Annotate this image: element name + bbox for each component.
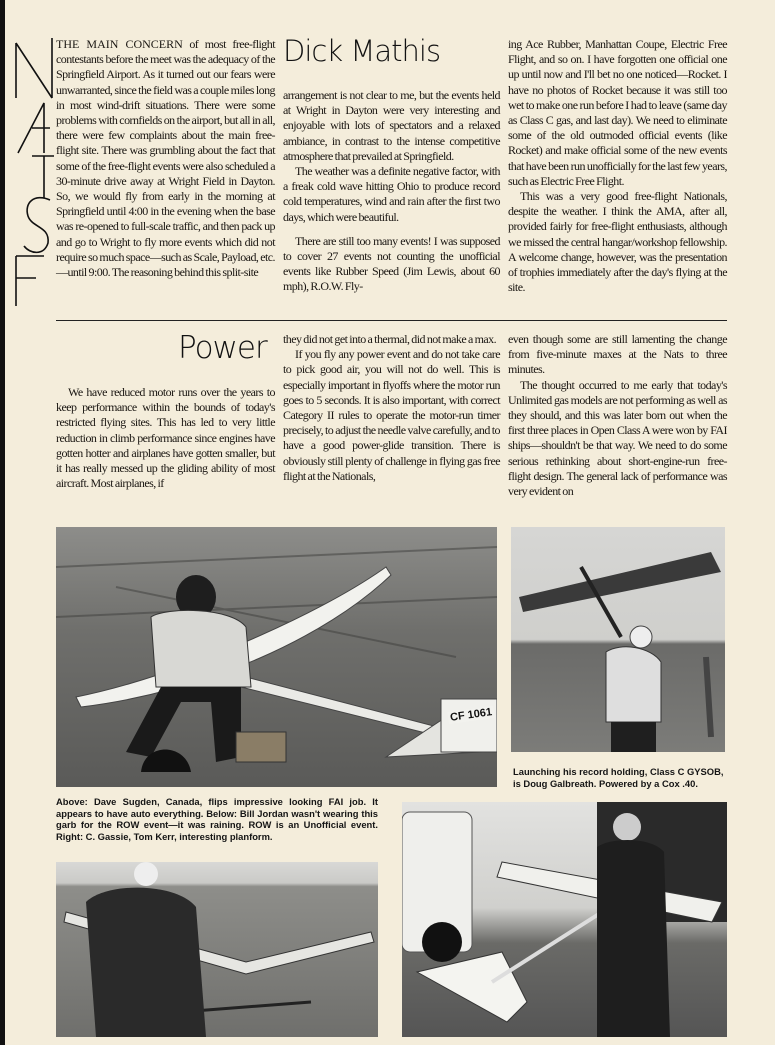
caption-left-photos: Above: Dave Sugden, Canada, flips impressive looking FAI job. It appears to have auto everything. Below: Bill Jordan wasn't wearing this garb for the ROW event—it was raining. ROW is an Unofficial event. Right: C. Gassie, Tom Kerr, interesting planform.: [56, 796, 378, 842]
paragraph: If you fly any power event and do not take care to pick good air, you will not do well. This is especially important in flyoffs where the motor run goes to 5 seconds. It is also important, with correct Category II rules to operate the motor-run timer precisely, to adjust the needle valve carefully, and to have a good power-glide transition. There is obviously still plenty of challenge in flying gas free flight at the Nationals,: [283, 347, 500, 483]
plane-marking: CF 1061: [449, 706, 493, 724]
section-heading-power: Power: [178, 330, 267, 366]
paragraph: ing Ace Rubber, Manhattan Coupe, Electric Free Flight, and so on. I have forgotten one official one up until now and I'll bet no one noticed—Rocket. I have no photos of Rocket because it was still too wet to make one run before I had to leave (same day as Class C gas, and last day). We need to eliminate some of the old outmoded official events (like Rocket) and make official some of the new events that have been run unofficially for the last few years, such as Electric Free Flight.: [508, 37, 727, 188]
paragraph: of most free-flight contestants before the meet was the adequacy of the Springfield Airport. As it turned out our fears were unwarranted, since the field was a couple miles long in most wind-drift situations. There were some problems with cornfields on the airport, but all in all, there were few complaints about the main free-flight site. There was grumbling about the fact that some of the free-flight events were also scheduled a 30-minute drive away at Wright Field in Dayton. So, we would fly from early in the morning at Springfield until 4:00 in the evening when the base was re-opened to full-scale traffic, and then pack up and go to Wright to fly more events which did not require so much space—such as Scale, Payload, etc.—until 9:00. The reasoning behind this split-site: [56, 37, 275, 280]
photo-gassie-kerr-planform: [402, 802, 727, 1037]
paragraph: even though some are still lamenting the change from five-minute maxes at the Nats to three minutes.: [508, 332, 727, 377]
section1-column-1: [56, 37, 275, 280]
nats-ff-logo: [14, 38, 54, 308]
photo-doug-galbreath-launch: [511, 527, 725, 752]
page-edge: [0, 0, 5, 1045]
section2-column-3: [508, 332, 727, 499]
photo-bill-jordan-row: [56, 862, 378, 1037]
byline: Dick Mathis: [283, 34, 441, 68]
photo-dave-sugden-fai: [56, 527, 497, 787]
lead-in: THE MAIN CONCERN: [56, 37, 183, 51]
paragraph: This was a very good free-flight Nationals, despite the weather. I think the AMA, after all, provided fairly for free-flight enthusiasts, although we missed the central hangar/workshop fellowship. A welcome change, however, was the presentation of trophies immediately after the day's flying at the site.: [508, 189, 727, 295]
section1-column-2: [283, 88, 500, 295]
paragraph: We have reduced motor runs over the years to keep performance within the bounds of today's restricted flying sites. This has led to very little reduction in climb performance since engines have gotten hotter and airplanes have gotten smaller, but it has really messed up the gliding ability of most aircraft. Most airplanes, if: [56, 385, 275, 491]
paragraph: There are still too many events! I was supposed to cover 27 events not counting the unofficial events like Rubber Speed (Jim Lewis, about 60 mph), R.O.W. Fly-: [283, 233, 500, 294]
paragraph: they did not get into a thermal, did not make a max.: [283, 332, 497, 346]
section2-column-2: [283, 332, 500, 484]
paragraph: arrangement is not clear to me, but the events held at Wright in Dayton were very interesting and enjoyable with lots of spectators and a relaxed ambiance, in contrast to the intense competitive atmosphere that prevailed at Springfield.: [283, 88, 500, 163]
section1-column-3: [508, 37, 727, 295]
section2-column-1: [56, 385, 275, 491]
section-divider: [56, 320, 727, 321]
paragraph: The weather was a definite negative factor, with a freak cold wave hitting Ohio to produce record cold temperatures, wind and rain after the first two days, which were beautiful.: [283, 164, 500, 224]
caption-right-photo: Launching his record holding, Class C GYSOB, is Doug Galbreath. Powered by a Cox .40.: [513, 766, 724, 789]
paragraph: The thought occurred to me early that today's Unlimited gas models are not performing as well as they should, and this was later born out when the first three places in Open Class A were won by FAI ships—shouldn't be that way. We need to do some serious rethinking about short-engine-run free-flight design. The general lack of performance was very evident on: [508, 377, 727, 499]
